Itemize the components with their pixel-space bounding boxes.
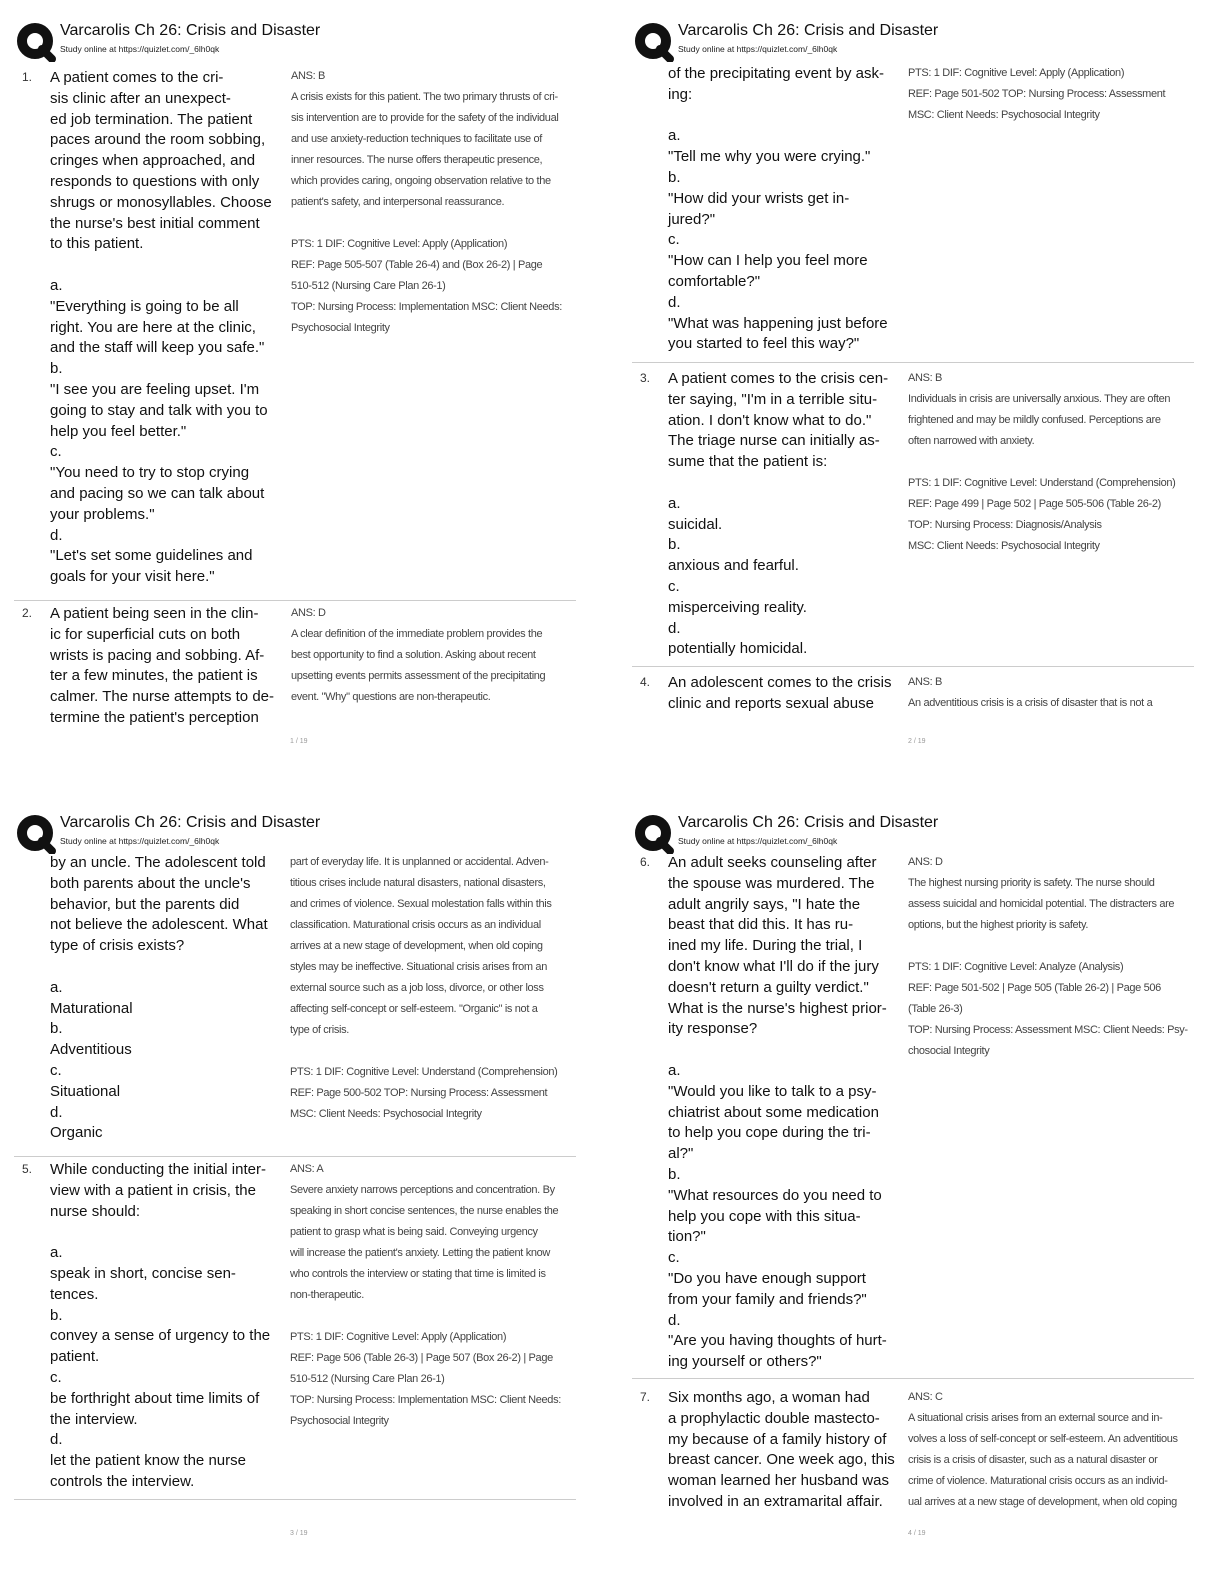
text-line: controls the interview. [50, 1472, 195, 1490]
text-line: help you feel better." [50, 422, 187, 440]
text-line: ic for superficial cuts on both [50, 625, 241, 643]
text-line: ANS: A [290, 1163, 324, 1175]
text-line: options, but the highest priority is safety. [908, 919, 1089, 931]
question-text [668, 64, 888, 355]
text-line: by an uncle. The adolescent told [50, 854, 266, 871]
text-line: patient. [50, 1348, 100, 1366]
text-line: b. [668, 536, 681, 554]
text-line: d. [668, 1311, 681, 1329]
text-line: crime of violence. Maturational crisis occurs as an individ- [908, 1475, 1168, 1487]
text-line: chosocial Integrity [908, 1045, 990, 1057]
page-title: Varcarolis Ch 26: Crisis and Disaster [678, 22, 939, 39]
text-line: from your family and friends?" [668, 1290, 867, 1308]
quizlet-logo-icon [634, 814, 674, 854]
text-line: my because of a family history of [668, 1430, 887, 1448]
question-text [668, 853, 887, 1373]
text-line: While conducting the initial inter- [50, 1161, 266, 1178]
text-line: ined my life. During the trial, I [668, 937, 863, 955]
text-line: ANS: D [291, 607, 326, 619]
text-line: PTS: 1 DIF: Cognitive Level: Apply (Application) [291, 238, 508, 250]
text-line: a prophylactic double mastecto- [668, 1409, 880, 1427]
text-line: c. [668, 231, 680, 249]
question-text [668, 1388, 895, 1513]
text-line: Severe anxiety narrows perceptions and concentration. By [290, 1184, 555, 1196]
text-line: c. [668, 1249, 680, 1267]
text-line: both parents about the uncle's [50, 874, 251, 892]
answer-explanation [908, 368, 1176, 557]
text-line: a. [50, 978, 63, 996]
text-line: A clear definition of the immediate problem provides the [291, 628, 543, 640]
study-link[interactable]: Study online at https://quizlet.com/_6lh0qk [678, 836, 838, 846]
text-line: A patient comes to the cri- [50, 69, 224, 86]
text-line: beast that did this. It has ru- [668, 916, 854, 934]
text-line: titious crises include natural disasters, national disasters, [290, 877, 546, 889]
text-line: classification. Maturational crisis occurs as an individual [290, 919, 541, 931]
text-line: TOP: Nursing Process: Diagnosis/Analysis [908, 519, 1102, 531]
text-line: arrives at a new stage of development, when old coping [290, 940, 543, 952]
text-line: REF: Page 499 | Page 502 | Page 505-506 (Table 26-2) [908, 498, 1161, 510]
question-number: 4. [640, 675, 651, 689]
text-line: a. [668, 127, 681, 145]
text-line: termine the patient's perception [50, 708, 259, 726]
text-line: (Table 26-3) [908, 1003, 963, 1015]
text-line: Psychosocial Integrity [290, 1415, 389, 1427]
text-line [50, 1222, 270, 1243]
text-line: often narrowed with anxiety. [908, 435, 1035, 447]
study-link[interactable]: Study online at https://quizlet.com/_6lh0qk [60, 44, 220, 54]
text-line: don't know what I'll do if the jury [668, 957, 879, 975]
text-line [668, 473, 888, 494]
text-line: "What was happening just before [668, 314, 888, 332]
text-line: "How can I help you feel more [668, 252, 868, 270]
text-line: help you cope with this situa- [668, 1207, 861, 1225]
quizlet-logo-icon [16, 814, 56, 854]
page-header [6, 806, 586, 856]
text-line: tion?" [668, 1228, 706, 1246]
text-line: b. [50, 1306, 63, 1324]
text-line: PTS: 1 DIF: Cognitive Level: Understand (Comprehension) [908, 477, 1176, 489]
text-line: your problems." [50, 505, 155, 523]
text-line: A patient comes to the crisis cen- [668, 370, 889, 387]
text-line: PTS: 1 DIF: Cognitive Level: Apply (Application) [290, 1331, 507, 1343]
divider [14, 1499, 576, 1500]
text-line: inner resources. The nurse offers therapeutic presence, [291, 154, 543, 166]
text-line: right. You are here at the clinic, [50, 318, 256, 336]
text-line: An adult seeks counseling after [668, 854, 877, 871]
text-line: REF: Page 500-502 TOP: Nursing Process: Assessment [290, 1087, 548, 1099]
text-line: part of everyday life. It is unplanned or accidental. Adven- [290, 856, 549, 868]
text-line: sis clinic after an unexpect- [50, 89, 231, 107]
text-line: PTS: 1 DIF: Cognitive Level: Understand (Comprehension) [290, 1066, 558, 1078]
text-line: d. [668, 619, 681, 637]
answer-explanation [908, 1387, 1178, 1513]
text-line: patient to grasp what is being said. Conveying urgency [290, 1226, 538, 1238]
text-line: best opportunity to find a solution. Asking about recent [291, 649, 536, 661]
text-line: 510-512 (Nursing Care Plan 26-1) [291, 280, 446, 292]
text-line: "Tell me why you were crying." [668, 148, 871, 166]
text-line [908, 936, 1188, 957]
text-line: b. [50, 1020, 63, 1038]
text-line: al?" [668, 1145, 694, 1163]
text-line: external source such as a job loss, divorce, or other loss [290, 982, 544, 994]
page-number: 1 / 19 [290, 738, 308, 745]
text-line: affecting self-concept or self-esteem. "Organic" is not a [290, 1003, 538, 1015]
text-line: shrugs or monosyllables. Choose [50, 193, 272, 211]
text-line: speaking in short concise sentences, the nurse enables the [290, 1205, 559, 1217]
text-line [290, 1306, 561, 1327]
text-line: going to stay and talk with you to [50, 401, 268, 419]
text-line: ual arrives at a new stage of development, when old coping [908, 1496, 1177, 1508]
text-line: ed job termination. The patient [50, 110, 253, 128]
page-header [624, 806, 1204, 856]
study-link[interactable]: Study online at https://quizlet.com/_6lh0qk [678, 44, 838, 54]
text-line: be forthright about time limits of [50, 1389, 260, 1407]
text-line: TOP: Nursing Process: Implementation MSC: Client Needs: [291, 301, 562, 313]
text-line: behavior, but the parents did [50, 895, 240, 913]
text-line: Six months ago, a woman had [668, 1389, 870, 1406]
text-line: ing: [668, 85, 693, 103]
text-line: REF: Page 501-502 TOP: Nursing Process: Assessment [908, 88, 1166, 100]
page-2 [618, 0, 1208, 780]
text-line: A situational crisis arises from an external source and in- [908, 1412, 1163, 1424]
text-line: ing yourself or others?" [668, 1353, 822, 1371]
text-line: MSC: Client Needs: Psychosocial Integrity [908, 109, 1100, 121]
text-line: you started to feel this way?" [668, 335, 860, 353]
question-number: 6. [640, 855, 651, 869]
text-line: 510-512 (Nursing Care Plan 26-1) [290, 1373, 445, 1385]
text-line: misperceiving reality. [668, 598, 807, 616]
page-4 [618, 792, 1208, 1572]
divider [14, 600, 576, 601]
text-line: nurse should: [50, 1202, 141, 1220]
text-line [50, 957, 268, 978]
text-line: PTS: 1 DIF: Cognitive Level: Apply (Application) [908, 67, 1125, 79]
question-text [50, 604, 274, 729]
text-line: crisis is a crisis of disaster, such as a natural disaster or [908, 1454, 1158, 1466]
divider [632, 666, 1194, 667]
text-line: ANS: B [908, 676, 942, 688]
text-line: styles may be ineffective. Situational crisis arises from an [290, 961, 547, 973]
text-line: not believe the adolescent. What [50, 916, 268, 934]
text-line: type of crisis. [290, 1024, 349, 1036]
page-number: 3 / 19 [290, 1530, 308, 1537]
text-line: The triage nurse can initially as- [668, 432, 880, 450]
text-line: What is the nurse's highest prior- [668, 999, 887, 1017]
text-line: TOP: Nursing Process: Implementation MSC: Client Needs: [290, 1394, 561, 1406]
text-line: tences. [50, 1285, 99, 1303]
text-line: speak in short, concise sen- [50, 1264, 236, 1282]
answer-explanation [291, 66, 562, 339]
question-number: 2. [22, 606, 33, 620]
text-line: "I see you are feeling upset. I'm [50, 380, 260, 398]
question-number: 3. [640, 371, 651, 385]
text-line: Organic [50, 1124, 103, 1142]
text-line: MSC: Client Needs: Psychosocial Integrity [908, 540, 1100, 552]
text-line: "Would you like to talk to a psy- [668, 1082, 877, 1100]
text-line [908, 452, 1176, 473]
text-line [668, 106, 888, 127]
text-line: volves a loss of self-concept or self-esteem. An adventitious [908, 1433, 1178, 1445]
text-line: to this patient. [50, 235, 144, 253]
text-line: a. [668, 1061, 681, 1079]
divider [14, 1156, 576, 1157]
text-line: TOP: Nursing Process: Assessment MSC: Client Needs: Psy- [908, 1024, 1188, 1036]
answer-explanation [290, 1159, 561, 1432]
text-line: calmer. The nurse attempts to de- [50, 688, 274, 706]
text-line: ter a few minutes, the patient is [50, 667, 258, 685]
text-line [291, 213, 562, 234]
text-line [50, 255, 272, 276]
text-line: Maturational [50, 999, 133, 1017]
text-line: A crisis exists for this patient. The two primary thrusts of cri- [291, 91, 558, 103]
text-line: who controls the interview or stating that time is limited is [290, 1268, 546, 1280]
text-line: REF: Page 506 (Table 26-3) | Page 507 (Box 26-2) | Page [290, 1352, 553, 1364]
text-line: d. [50, 526, 63, 544]
question-text [668, 369, 888, 660]
text-line: PTS: 1 DIF: Cognitive Level: Analyze (Analysis) [908, 961, 1124, 973]
answer-explanation [908, 672, 1152, 714]
text-line: "Let's set some guidelines and [50, 547, 253, 565]
text-line: "Are you having thoughts of hurt- [668, 1332, 887, 1350]
text-line: b. [50, 360, 63, 378]
text-line: ANS: B [908, 372, 942, 384]
text-line: adult angrily says, "I hate the [668, 895, 861, 913]
question-number: 7. [640, 1390, 651, 1404]
text-line: paces around the room sobbing, [50, 131, 266, 149]
text-line: non-therapeutic. [290, 1289, 364, 1301]
quizlet-logo-icon [16, 22, 56, 62]
text-line: will increase the patient's anxiety. Letting the patient know [290, 1247, 550, 1259]
page-1 [0, 0, 590, 780]
text-line: ation. I don't know what to do." [668, 411, 872, 429]
question-text [50, 68, 272, 588]
text-line: upsetting events permits assessment of the precipitating [291, 670, 546, 682]
text-line: to help you cope during the tri- [668, 1124, 871, 1142]
text-line: the nurse's best initial comment [50, 214, 260, 232]
text-line: REF: Page 501-502 | Page 505 (Table 26-2) | Page 506 [908, 982, 1161, 994]
text-line: ity response? [668, 1020, 758, 1038]
text-line [668, 1040, 887, 1061]
text-line: ANS: C [908, 1391, 943, 1403]
text-line: b. [668, 168, 681, 186]
text-line: Adventitious [50, 1041, 132, 1059]
text-line: patient's safety, and interpersonal reassurance. [291, 196, 505, 208]
answer-explanation [290, 852, 558, 1125]
text-line: a. [50, 276, 63, 294]
text-line: a. [668, 494, 681, 512]
text-line: wrists is pacing and sobbing. Af- [50, 646, 265, 664]
text-line: potentially homicidal. [668, 640, 808, 658]
text-line: clinic and reports sexual abuse [668, 694, 874, 712]
text-line: breast cancer. One week ago, this [668, 1451, 895, 1469]
text-line: woman learned her husband was [668, 1472, 889, 1490]
text-line: goals for your visit here." [50, 568, 215, 586]
quizlet-logo-icon [634, 22, 674, 62]
page-number: 4 / 19 [908, 1530, 926, 1537]
answer-explanation [908, 63, 1165, 126]
page-header [624, 14, 1204, 64]
divider [632, 362, 1194, 363]
question-text [50, 1160, 270, 1493]
text-line: ANS: B [291, 70, 325, 82]
text-line: and crimes of violence. Sexual molestation falls within this [290, 898, 552, 910]
text-line: Psychosocial Integrity [291, 322, 390, 334]
study-link[interactable]: Study online at https://quizlet.com/_6lh0qk [60, 836, 220, 846]
question-number: 5. [22, 1162, 33, 1176]
text-line: convey a sense of urgency to the [50, 1327, 271, 1345]
text-line: sume that the patient is: [668, 453, 828, 471]
question-number: 1. [22, 70, 33, 84]
text-line: The highest nursing priority is safety. The nurse should [908, 877, 1155, 889]
page-3 [0, 792, 590, 1572]
text-line: An adventitious crisis is a crisis of disaster that is not a [908, 697, 1153, 709]
text-line: c. [50, 1061, 62, 1079]
text-line: responds to questions with only [50, 172, 260, 190]
text-line: and use anxiety-reduction techniques to facilitate use of [291, 133, 542, 145]
text-line: and the staff will keep you safe." [50, 339, 265, 357]
text-line: "Everything is going to be all [50, 297, 239, 315]
answer-explanation [908, 852, 1188, 1062]
text-line: An adolescent comes to the crisis [668, 674, 892, 691]
divider [632, 1378, 1194, 1379]
answer-explanation [291, 603, 545, 708]
text-line: event. "Why" questions are non-therapeutic. [291, 691, 491, 703]
text-line: view with a patient in crisis, the [50, 1181, 256, 1199]
text-line: anxious and fearful. [668, 557, 799, 575]
text-line: the spouse was murdered. The [668, 874, 875, 892]
text-line: comfortable?" [668, 272, 761, 290]
text-line: MSC: Client Needs: Psychosocial Integrity [290, 1108, 482, 1120]
text-line: and pacing so we can talk about [50, 484, 265, 502]
page-number: 2 / 19 [908, 738, 926, 745]
text-line: d. [50, 1103, 63, 1121]
page-title: Varcarolis Ch 26: Crisis and Disaster [60, 22, 321, 39]
text-line: c. [50, 1368, 62, 1386]
text-line: "Do you have enough support [668, 1269, 866, 1287]
text-line: Situational [50, 1082, 121, 1100]
text-line: which provides caring, ongoing observation relative to the [291, 175, 551, 187]
text-line [290, 1041, 558, 1062]
text-line: c. [668, 577, 680, 595]
question-text [50, 853, 268, 1144]
text-line: "How did your wrists get in- [668, 189, 850, 207]
text-line: Individuals in crisis are universally anxious. They are often [908, 393, 1171, 405]
text-line: ANS: D [908, 856, 943, 868]
text-line: a. [50, 1244, 63, 1262]
text-line: assess suicidal and homicidal potential. The distracters are [908, 898, 1175, 910]
text-line: suicidal. [668, 515, 723, 533]
text-line: of the precipitating event by ask- [668, 65, 884, 82]
question-text [668, 673, 891, 715]
text-line: ter saying, "I'm in a terrible situ- [668, 390, 878, 408]
text-line: let the patient know the nurse [50, 1452, 246, 1470]
text-line: sis intervention are to provide for the safety of the individual [291, 112, 559, 124]
text-line: cringes when approached, and [50, 152, 256, 170]
page-title: Varcarolis Ch 26: Crisis and Disaster [60, 814, 321, 831]
text-line: chiatrist about some medication [668, 1103, 879, 1121]
text-line: REF: Page 505-507 (Table 26-4) and (Box 26-2) | Page [291, 259, 543, 271]
page-header [6, 14, 586, 64]
text-line: the interview. [50, 1410, 138, 1428]
text-line: d. [50, 1431, 63, 1449]
text-line: jured?" [668, 210, 716, 228]
text-line: d. [668, 293, 681, 311]
text-line: "You need to try to stop crying [50, 464, 250, 482]
text-line: involved in an extramarital affair. [668, 1492, 883, 1510]
text-line: A patient being seen in the clin- [50, 605, 259, 622]
page-title: Varcarolis Ch 26: Crisis and Disaster [678, 814, 939, 831]
text-line: c. [50, 443, 62, 461]
text-line: frightened and may be mildly confused. Perceptions are [908, 414, 1161, 426]
text-line: doesn't return a guilty verdict." [668, 978, 869, 996]
text-line: b. [668, 1165, 681, 1183]
text-line: type of crisis exists? [50, 937, 185, 955]
text-line: "What resources do you need to [668, 1186, 882, 1204]
